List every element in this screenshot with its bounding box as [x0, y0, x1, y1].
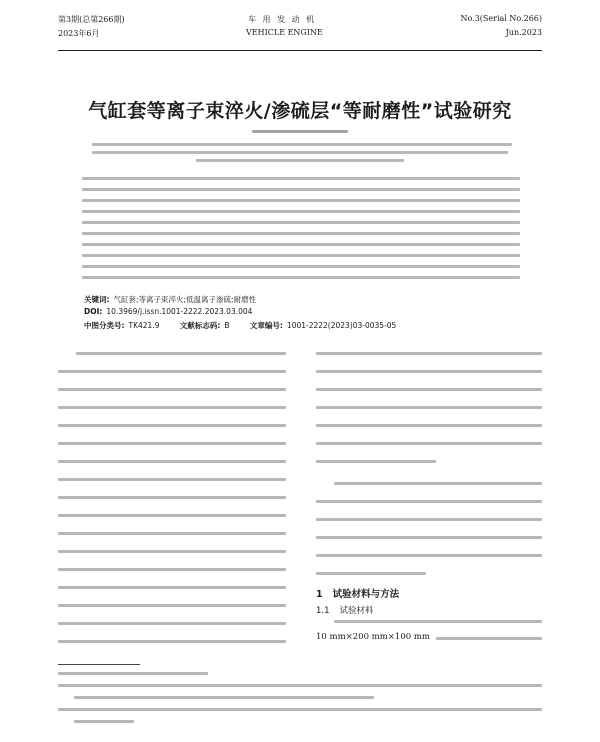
- footnote-line: [74, 696, 374, 699]
- issue-number: 第3期(总第266期): [58, 15, 125, 24]
- issue-date: 2023年6月: [58, 29, 100, 38]
- specimen-size: 10 mm×200 mm×100 mm: [316, 632, 430, 642]
- affiliation-line: [92, 143, 512, 146]
- footnote-rule: [58, 664, 140, 665]
- abstract-line: [82, 254, 520, 257]
- body-text-line: [58, 406, 286, 409]
- body-text-line: [58, 388, 286, 391]
- body-text-line: [76, 352, 286, 355]
- footnote-line: [58, 672, 208, 675]
- body-text-line: [58, 424, 286, 427]
- paper-title: 气缸套等离子束淬火/渗硫层“等耐磨性”试验研究: [88, 100, 512, 122]
- body-text-line: [316, 370, 542, 373]
- body-text-line: [58, 586, 286, 589]
- body-text-line: [58, 370, 286, 373]
- section-1-heading: [316, 586, 399, 600]
- doi-label: DOI:: [84, 307, 103, 316]
- abstract-line: [82, 276, 520, 279]
- authors-line: [252, 130, 348, 133]
- header-rule: [58, 50, 542, 51]
- body-text-line: [58, 442, 286, 445]
- body-text-line: [334, 620, 542, 623]
- abstract-line: [82, 199, 520, 202]
- body-text-line: [316, 572, 426, 575]
- body-text-line: [316, 442, 542, 445]
- journal-name-en: VEHICLE ENGINE: [246, 28, 323, 37]
- footnote-line: [58, 684, 542, 687]
- body-text-line: [316, 352, 542, 355]
- body-text-line: [316, 500, 542, 503]
- article-number-value: 1001-2222(2023)03-0035-05: [286, 321, 397, 330]
- body-text-line: [58, 640, 286, 643]
- classification-line: [84, 320, 396, 331]
- body-text-line: [316, 554, 542, 557]
- body-text-line: [436, 637, 542, 640]
- abstract-line: [82, 210, 520, 213]
- section-1-1-number: 1.1: [316, 606, 330, 616]
- running-header: [58, 14, 542, 46]
- keywords-line: [84, 294, 256, 305]
- abstract-line: [82, 221, 520, 224]
- body-text-line: [316, 536, 542, 539]
- keywords-value: 气缸套;等离子束淬火;低温离子渗硫;耐磨性: [113, 295, 257, 304]
- affiliation-line: [92, 151, 508, 154]
- body-text-line: [58, 496, 286, 499]
- body-text-line: [58, 568, 286, 571]
- doi-line: [84, 307, 252, 316]
- journal-name-cn: 车 用 发 动 机: [248, 15, 317, 24]
- section-1-1-heading: [316, 604, 374, 616]
- article-number-label: 文章编号:: [249, 321, 283, 330]
- body-text-line: [316, 406, 542, 409]
- body-text-line: [334, 482, 542, 485]
- issue-number-en: No.3(Serial No.266): [460, 14, 542, 23]
- body-text-line: [58, 622, 286, 625]
- doc-code-value: B: [224, 321, 230, 330]
- body-text-line: [316, 424, 542, 427]
- body-text-line: [58, 532, 286, 535]
- keywords-label: 关键词:: [84, 295, 110, 304]
- abstract-line: [82, 265, 520, 268]
- section-1-title: 试验材料与方法: [332, 589, 400, 600]
- body-text-line: [58, 460, 286, 463]
- clc-value: TK421.9: [128, 321, 160, 330]
- abstract-line: [82, 188, 520, 191]
- body-text-line: [58, 604, 286, 607]
- issue-date-en: Jun.2023: [505, 28, 542, 37]
- body-text-line: [58, 514, 286, 517]
- section-1-1-title: 试验材料: [339, 606, 374, 616]
- clc-label: 中图分类号:: [84, 321, 125, 330]
- doc-code-label: 文献标志码:: [179, 321, 221, 330]
- body-text-line: [58, 478, 286, 481]
- body-text-line: [316, 460, 436, 463]
- body-text-line: [316, 388, 542, 391]
- body-text-line: [316, 518, 542, 521]
- body-text-line: [58, 550, 286, 553]
- abstract-line: [82, 243, 520, 246]
- footnote-line: [58, 708, 542, 711]
- section-1-number: 1: [316, 589, 323, 600]
- doi-value: 10.3969/j.issn.1001-2222.2023.03.004: [106, 307, 253, 316]
- affiliation-line: [196, 159, 404, 162]
- footnote-line: [74, 720, 134, 723]
- abstract-line: [82, 232, 520, 235]
- abstract-line: [82, 177, 520, 180]
